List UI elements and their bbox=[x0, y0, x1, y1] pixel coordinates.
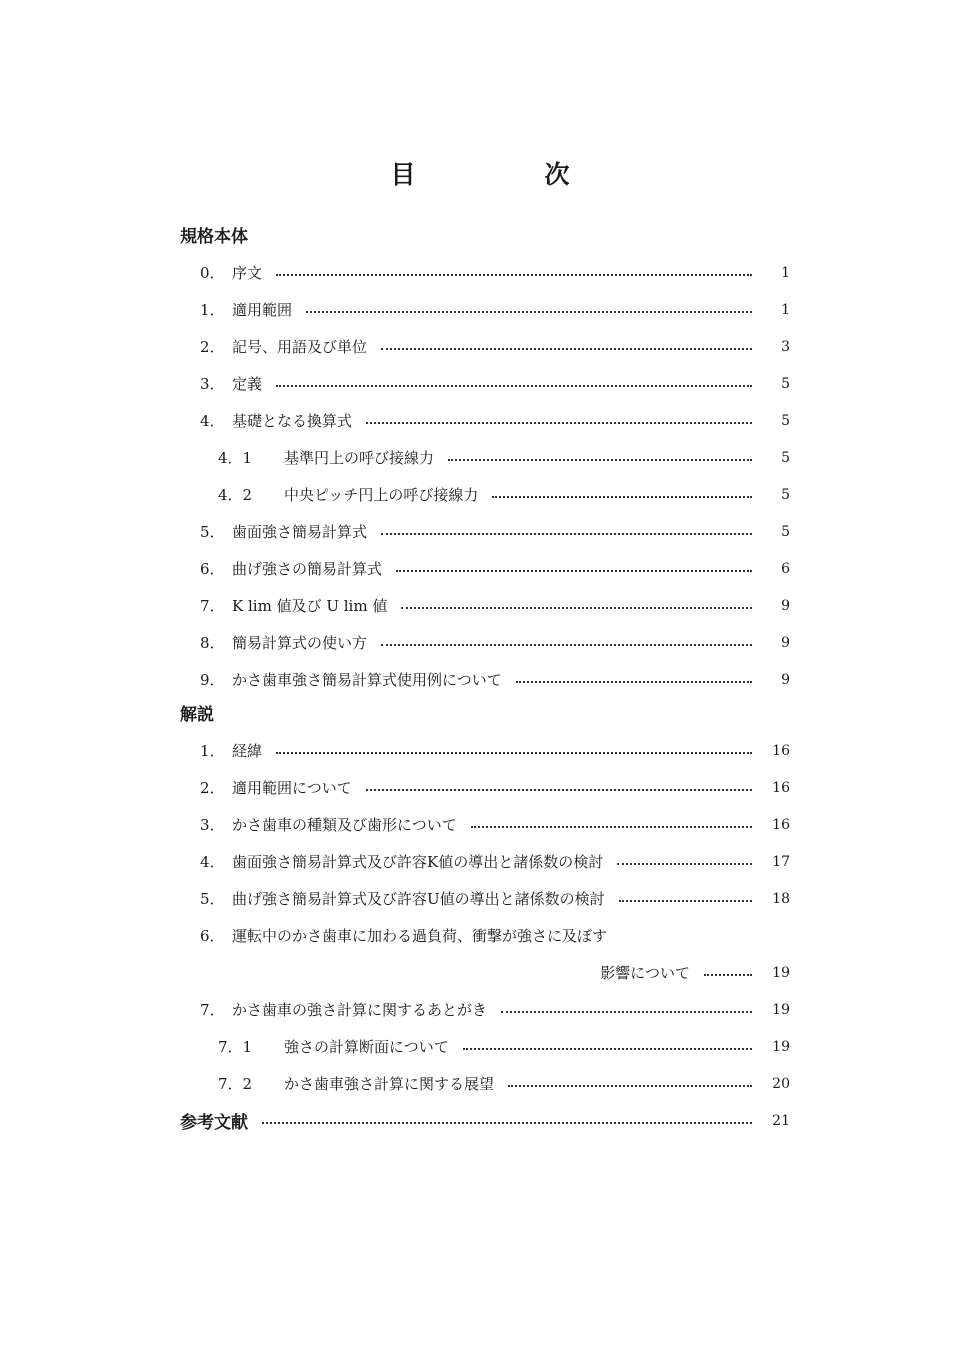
entry-number: 5． bbox=[200, 523, 225, 541]
leader-dots bbox=[448, 459, 752, 461]
leader-dots bbox=[619, 900, 752, 902]
entry-label: かさ歯車の種類及び歯形について bbox=[232, 816, 457, 834]
entry-page: 16 bbox=[772, 816, 790, 833]
entry-number: 1． bbox=[200, 742, 225, 760]
entry-number: 0． bbox=[200, 264, 225, 282]
entry-number: 6． bbox=[200, 560, 225, 578]
toc-entry-references[interactable] bbox=[180, 1102, 790, 1139]
leader-dots bbox=[471, 826, 752, 828]
toc-entry-c6-continued[interactable] bbox=[180, 954, 790, 991]
entry-number: 5． bbox=[200, 890, 225, 908]
entry-number: 6． bbox=[200, 927, 225, 945]
toc-entry-5[interactable] bbox=[180, 513, 790, 550]
entry-page: 9 bbox=[781, 597, 790, 614]
toc-entry-9[interactable] bbox=[180, 661, 790, 698]
leader-dots bbox=[381, 533, 752, 535]
entry-number: 8． bbox=[200, 634, 225, 652]
leader-dots bbox=[276, 752, 752, 754]
toc-entry-4-1[interactable] bbox=[180, 439, 790, 476]
leader-dots bbox=[276, 385, 752, 387]
entry-number: 2． bbox=[200, 338, 225, 356]
toc-entry-c7-1[interactable] bbox=[180, 1028, 790, 1065]
entry-label: 曲げ強さの簡易計算式 bbox=[232, 560, 383, 578]
toc-entry-c7[interactable] bbox=[180, 991, 790, 1028]
entry-page: 19 bbox=[772, 964, 790, 981]
entry-number: 7． bbox=[200, 597, 225, 615]
entry-number: 3． bbox=[200, 816, 225, 834]
entry-number: 1． bbox=[200, 301, 225, 319]
leader-dots bbox=[366, 789, 752, 791]
entry-page: 16 bbox=[772, 742, 790, 759]
table-of-contents bbox=[180, 220, 790, 1139]
entry-page: 5 bbox=[781, 486, 790, 503]
entry-label: 適用範囲について bbox=[232, 779, 352, 797]
toc-entry-1[interactable] bbox=[180, 291, 790, 328]
leader-dots bbox=[306, 311, 752, 313]
leader-dots bbox=[463, 1048, 752, 1050]
toc-entry-4-2[interactable] bbox=[180, 476, 790, 513]
entry-label: 基準円上の呼び接線力 bbox=[284, 449, 435, 467]
entry-page: 17 bbox=[772, 853, 790, 870]
entry-page: 9 bbox=[781, 671, 790, 688]
entry-label: かさ歯車の強さ計算に関するあとがき bbox=[232, 1001, 488, 1019]
entry-page: 3 bbox=[781, 338, 790, 355]
toc-entry-c2[interactable] bbox=[180, 769, 790, 806]
entry-number: 4． bbox=[200, 853, 225, 871]
entry-page: 20 bbox=[772, 1075, 790, 1092]
entry-label: 中央ピッチ円上の呼び接線力 bbox=[284, 486, 479, 504]
leader-dots bbox=[401, 607, 752, 609]
section-heading-main: 規格本体 bbox=[180, 227, 248, 247]
toc-entry-6[interactable] bbox=[180, 550, 790, 587]
entry-label: かさ歯車強さ簡易計算式使用例について bbox=[232, 671, 502, 689]
toc-entry-c4[interactable] bbox=[180, 843, 790, 880]
toc-entry-0[interactable] bbox=[180, 254, 790, 291]
entry-page: 5 bbox=[781, 375, 790, 392]
leader-dots bbox=[704, 974, 752, 976]
leader-dots bbox=[508, 1085, 752, 1087]
entry-number: 7． bbox=[200, 1001, 225, 1019]
entry-label-continued: 影響について bbox=[600, 964, 690, 982]
entry-page: 19 bbox=[772, 1001, 790, 1018]
page-title: 目 次 bbox=[390, 160, 622, 189]
entry-label: 記号、用語及び単位 bbox=[232, 338, 368, 356]
entry-number: 7．1 bbox=[218, 1038, 253, 1056]
entry-label: 基礎となる換算式 bbox=[232, 412, 353, 430]
entry-page: 5 bbox=[781, 449, 790, 466]
entry-label: かさ歯車強さ計算に関する展望 bbox=[284, 1075, 495, 1093]
toc-entry-c3[interactable] bbox=[180, 806, 790, 843]
entry-page: 1 bbox=[781, 264, 790, 281]
entry-page: 5 bbox=[781, 523, 790, 540]
entry-label: 曲げ強さ簡易計算式及び許容U値の導出と諸係数の検討 bbox=[232, 890, 605, 908]
entry-number: 9． bbox=[200, 671, 225, 689]
entry-label: 運転中のかさ歯車に加わる過負荷、衝撃が強さに及ぼす bbox=[232, 927, 608, 945]
entry-page: 9 bbox=[781, 634, 790, 651]
toc-entry-c7-2[interactable] bbox=[180, 1065, 790, 1102]
leader-dots bbox=[516, 681, 752, 683]
entry-label: 歯面強さ簡易計算式 bbox=[232, 523, 368, 541]
toc-entry-2[interactable] bbox=[180, 328, 790, 365]
entry-page: 21 bbox=[772, 1112, 790, 1129]
toc-entry-4[interactable] bbox=[180, 402, 790, 439]
entry-number: 4．1 bbox=[218, 449, 253, 467]
leader-dots bbox=[396, 570, 752, 572]
entry-label: 簡易計算式の使い方 bbox=[232, 634, 368, 652]
toc-entry-c6[interactable] bbox=[180, 917, 790, 954]
entry-page: 19 bbox=[772, 1038, 790, 1055]
toc-entry-3[interactable] bbox=[180, 365, 790, 402]
entry-label: 経緯 bbox=[232, 742, 263, 760]
toc-entry-c1[interactable] bbox=[180, 732, 790, 769]
leader-dots bbox=[501, 1011, 752, 1013]
leader-dots bbox=[262, 1122, 752, 1124]
entry-number: 4．2 bbox=[218, 486, 253, 504]
entry-page: 6 bbox=[781, 560, 790, 577]
entry-label: K lim 値及び U lim 値 bbox=[232, 597, 388, 615]
leader-dots bbox=[366, 422, 752, 424]
references-label: 参考文献 bbox=[180, 1113, 248, 1133]
leader-dots bbox=[381, 348, 752, 350]
leader-dots bbox=[381, 644, 752, 646]
entry-label: 強さの計算断面について bbox=[284, 1038, 449, 1056]
entry-number: 3． bbox=[200, 375, 225, 393]
entry-label: 適用範囲 bbox=[232, 301, 293, 319]
entry-page: 1 bbox=[781, 301, 790, 318]
toc-entry-8[interactable] bbox=[180, 624, 790, 661]
leader-dots bbox=[276, 274, 752, 276]
entry-number: 7．2 bbox=[218, 1075, 253, 1093]
entry-page: 5 bbox=[781, 412, 790, 429]
toc-entry-7[interactable] bbox=[180, 587, 790, 624]
entry-label: 序文 bbox=[232, 264, 263, 282]
entry-page: 18 bbox=[772, 890, 790, 907]
entry-label: 定義 bbox=[232, 375, 263, 393]
entry-label: 歯面強さ簡易計算式及び許容K値の導出と諸係数の検討 bbox=[232, 853, 604, 871]
leader-dots bbox=[492, 496, 752, 498]
leader-dots bbox=[617, 863, 752, 865]
toc-entry-c5[interactable] bbox=[180, 880, 790, 917]
entry-page: 16 bbox=[772, 779, 790, 796]
entry-number: 4． bbox=[200, 412, 225, 430]
section-heading-commentary: 解説 bbox=[180, 705, 214, 725]
entry-number: 2． bbox=[200, 779, 225, 797]
